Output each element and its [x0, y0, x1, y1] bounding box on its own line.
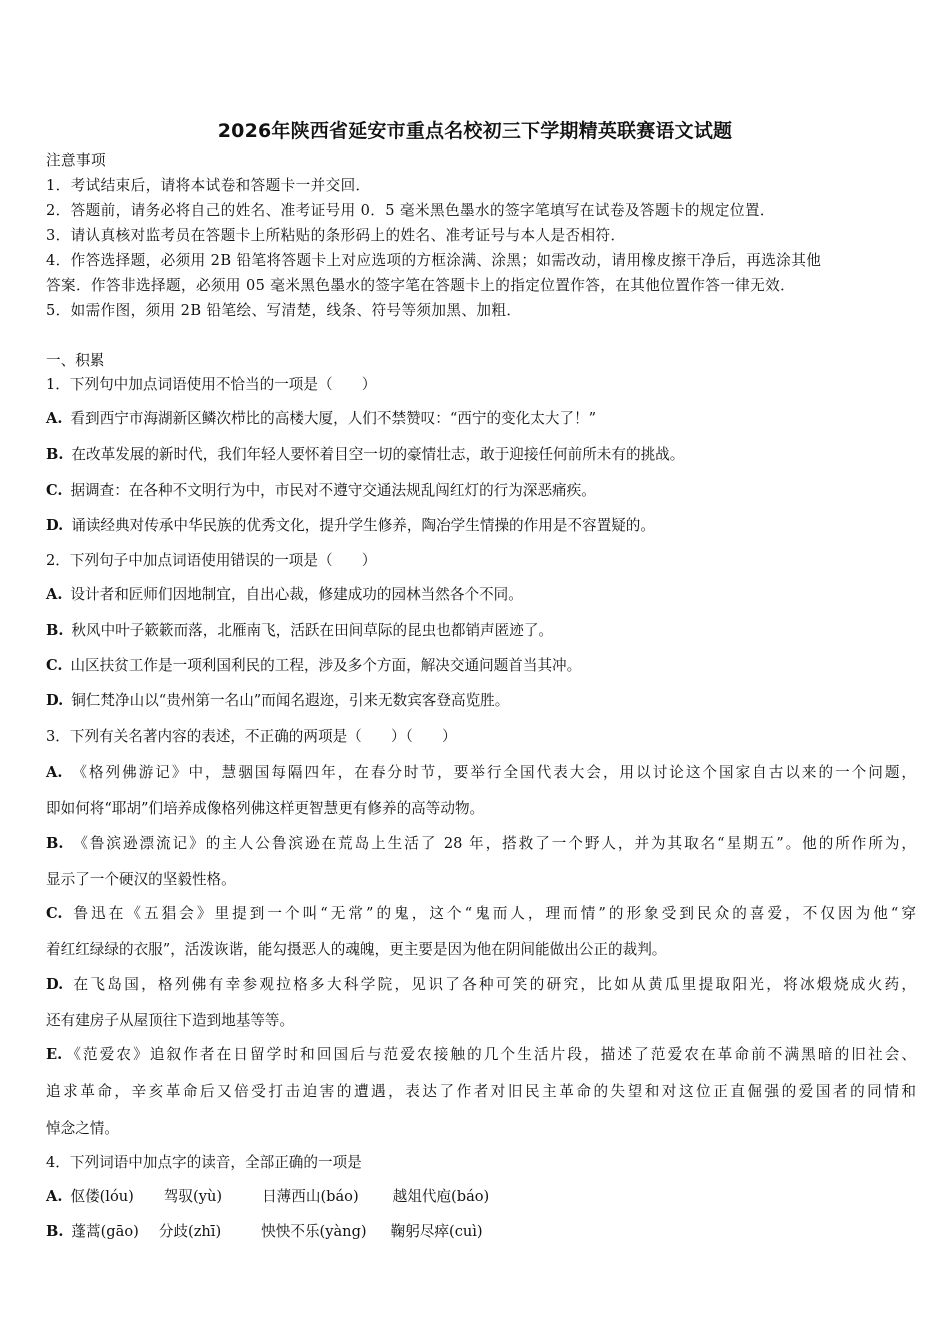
option-letter: A.: [46, 764, 63, 781]
option-text: 看到西宁市海湖新区鳞次栉比的高楼大厦，人们不禁赞叹：“西宁的变化太大了！”: [70, 410, 597, 427]
option-text: 在改革发展的新时代，我们年轻人要怀着目空一切的豪情壮志，敢于迎接任何前所未有的挑战。: [71, 446, 685, 463]
pinyin-word: 蓬蒿(gāo): [71, 1223, 139, 1240]
option-text: 《鲁滨逊漂流记》的主人公鲁滨逊在荒岛上生活了 28 年，搭救了一个野人，并为其取名“星期五”。他的所作所为，: [71, 835, 916, 852]
option-text: 山区扶贫工作是一项利国利民的工程，涉及多个方面，解决交通问题首当其冲。: [70, 657, 582, 674]
pinyin-word: 怏怏不乐(yàng): [261, 1223, 367, 1240]
notice-item: 4．作答选择题，必须用 2B 铅笔将答题卡上对应选项的方框涂满、涂黑；如需改动，请用橡皮擦干净后，再选涂其他: [46, 252, 822, 269]
option-letter: B.: [46, 446, 64, 463]
option-row: [46, 1045, 916, 1065]
option-text: 在飞岛国，格列佛有幸参观拉格多大科学院，见识了各种可笑的研究，比如从黄瓜里提取阳光，将冰煅烧成火药，: [71, 976, 916, 993]
option-letter: B.: [46, 835, 64, 852]
page-title: 2026年陕西省延安市重点名校初三下学期精英联赛语文试题: [217, 120, 733, 142]
option-row: [46, 763, 916, 783]
option-row: [46, 1187, 916, 1207]
option-row: [46, 409, 916, 429]
option-text: 秋风中叶子簌簌而落，北雁南飞，活跃在田间草际的昆虫也都销声匿迹了。: [71, 622, 554, 639]
question-stem: 1．下列句中加点词语使用不恰当的一项是（ ）: [46, 376, 377, 393]
question-stem: 2．下列句子中加点词语使用错误的一项是（ ）: [46, 552, 377, 569]
question-stem: 4．下列词语中加点字的读音，全部正确的一项是: [46, 1154, 362, 1171]
option-letter: C.: [46, 905, 63, 922]
option-text: 鲁迅在《五猖会》里提到一个叫“无常”的鬼，这个“鬼而人，理而情”的形象受到民众的喜爱，不仅因为他“穿: [70, 905, 916, 922]
option-continuation: 追求革命，辛亥革命后又倍受打击迫害的遭遇，表达了作者对旧民主革命的失望和对这位正直倔强的爱国者的同情和: [46, 1083, 916, 1100]
notice-item: 2．答题前，请务必将自己的姓名、准考证号用 0．5 毫米黑色墨水的签字笔填写在试卷及答题卡的规定位置．: [46, 202, 775, 219]
option-row: [46, 481, 916, 501]
notice-item: 3．请认真核对监考员在答题卡上所粘贴的条形码上的姓名、准考证号与本人是否相符．: [46, 227, 626, 244]
pinyin-word: 越俎代庖(báo): [392, 1188, 490, 1205]
option-letter: C.: [46, 657, 63, 674]
option-continuation: 还有建房子从屋顶往下造到地基等等。: [46, 1012, 295, 1029]
option-row: [46, 516, 916, 536]
option-row: [46, 585, 916, 605]
option-continuation: 悼念之情。: [46, 1120, 119, 1137]
option-text: 《范爱农》追叙作者在日留学时和回国后与范爱农接触的几个生活片段，描述了范爱农在革命前不满黑暗的旧社会、: [64, 1046, 916, 1063]
option-row: [46, 904, 916, 924]
section-heading: 一、积累: [46, 352, 105, 369]
question-stem: 3．下列有关名著内容的表述，不正确的两项是（ ）（ ）: [46, 728, 457, 745]
option-row: [46, 445, 916, 465]
option-letter: C.: [46, 482, 63, 499]
option-letter: D.: [46, 976, 64, 993]
option-row: [46, 691, 916, 711]
option-continuation: 显示了一个硬汉的坚毅性格。: [46, 871, 236, 888]
option-text: 诵读经典对传承中华民族的优秀文化，提升学生修养，陶冶学生情操的作用是不容置疑的。: [71, 517, 655, 534]
option-text: 铜仁梵净山以“贵州第一名山”而闻名遐迩，引来无数宾客登高览胜。: [71, 692, 510, 709]
pinyin-word: 日薄西山(báo): [262, 1188, 359, 1205]
notice-item: 1．考试结束后，请将本试卷和答题卡一并交回．: [46, 177, 371, 194]
option-letter: A.: [46, 586, 63, 603]
pinyin-word: 伛偻(lóu): [70, 1188, 134, 1205]
option-row: [46, 1222, 916, 1242]
option-text: 据调查：在各种不文明行为中，市民对不遵守交通法规乱闯红灯的行为深恶痛疾。: [70, 482, 596, 499]
option-letter: E.: [46, 1046, 63, 1063]
option-letter: D.: [46, 517, 64, 534]
option-letter: D.: [46, 692, 64, 709]
option-letter: B.: [46, 622, 64, 639]
option-letter: A.: [46, 1188, 63, 1205]
option-row: [46, 621, 916, 641]
option-letter: A.: [46, 410, 63, 427]
option-continuation: 着红红绿绿的衣服”，活泼诙谐，能勾摄恶人的魂魄，更主要是因为他在阴间能做出公正的裁判。: [46, 941, 667, 958]
pinyin-word: 鞠躬尽瘁(cuì): [390, 1223, 483, 1240]
option-row: [46, 656, 916, 676]
option-letter: B.: [46, 1223, 64, 1240]
option-continuation: 即如何将“耶胡”们培养成像格列佛这样更智慧更有修养的高等动物。: [46, 800, 485, 817]
notice-item: 答案．作答非选择题，必须用 05 毫米黑色墨水的签字笔在答题卡上的指定位置作答，在其他位置作答一律无效．: [46, 277, 796, 294]
option-text: 设计者和匠师们因地制宜，自出心裁，修建成功的园林当然各个不同。: [70, 586, 523, 603]
option-row: [46, 975, 916, 995]
pinyin-word: 驾驭(yù): [163, 1188, 223, 1205]
pinyin-word: 分歧(zhī): [158, 1223, 222, 1240]
notice-item: 5．如需作图，须用 2B 铅笔绘、写清楚，线条、符号等须加黑、加粗．: [46, 302, 522, 319]
notice-heading: 注意事项: [46, 152, 106, 169]
option-text: 《格列佛游记》中，慧骃国每隔四年，在春分时节，要举行全国代表大会，用以讨论这个国家自古以来的一个问题，: [70, 764, 916, 781]
option-row: [46, 834, 916, 854]
